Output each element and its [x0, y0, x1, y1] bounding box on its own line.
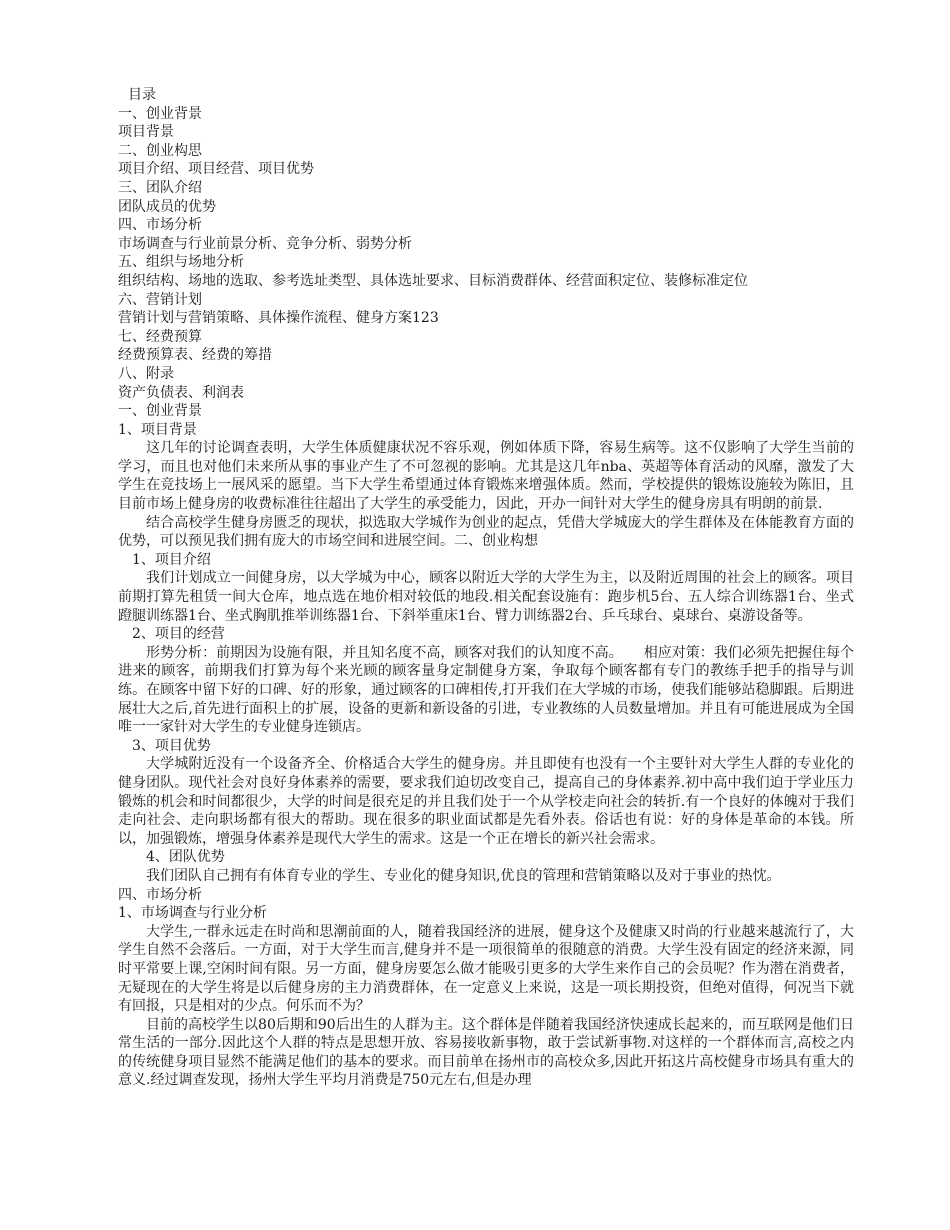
paragraph: 这几年的讨论调查表明，大学生体质健康状况不容乐观，例如体质下降，容易生病等。这不仅影响了大学生当前的学习，而且也对他们未来所从事的事业产生了不可忽视的影响。尤其是这几年nba、英超等体育活动的风靡，激发了大学生在竞技场上一展风采的愿望。当下大学生希望通过体育锻炼来增强体质。然而，学校提供的锻炼设施较为陈旧，且目前市场上健身房的收费标准往往超出了大学生的承受能力，因此，开办一间针对大学生的健身房具有明朗的前景.	[118, 440, 854, 513]
toc-item: 组织结构、场地的选取、参考选址类型、具体选址要求、目标消费群体、经营面积定位、装修标准定位	[118, 272, 748, 289]
paragraph: 结合高校学生健身房匮乏的现状，拟选取大学城作为创业的起点，凭借大学城庞大的学生群体及在体能教育方面的优势，可以预见我们拥有庞大的市场空间和进展空间。二、创业构想	[118, 514, 854, 550]
paragraph: 我们团队自己拥有有体育专业的学生、专业化的健身知识,优良的管理和营销策略以及对于事业的热忱。	[146, 867, 781, 884]
toc-item: 项目介绍、项目经营、项目优势	[118, 161, 314, 178]
toc-item: 五、组织与场地分析	[118, 254, 244, 271]
section-heading: 一、创业背景	[118, 403, 202, 420]
toc-item: 七、经费预算	[118, 328, 202, 345]
paragraph: 大学生,一群永远走在时尚和思潮前面的人，随着我国经济的进展，健身这个及健康又时尚的行业越来越流行了，大学生自然不会落后。一方面，对于大学生而言,健身并不是一项很简单的很随意的消费。大学生没有固定的经济来源，同时平常要上课,空闲时间有限。另一方面，健身房要怎么做才能吸引更多的大学生来作自己的会员呢？作为潜在消费者，无疑现在的大学生将是以后健身房的主力消费群体，在一定意义上来说，这是一项长期投资，但绝对值得，何况当下就有回报，只是相对的少点。何乐而不为？	[118, 923, 854, 1015]
toc-item: 三、团队介绍	[118, 179, 202, 196]
toc-item: 项目背景	[118, 124, 174, 141]
paragraph: 形势分析：前期因为设施有限，并且知名度不高，顾客对我们的认知度不高。 相应对策：我们必须先把握住每个进来的顾客，前期我们打算为每个来光顾的顾客量身定制健身方案，争取每个顾客都有专门的教练手把手的指导与训练。在顾客中留下好的口碑、好的形象，通过顾客的口碑相传,打开我们在大学城的市场，使我们能够站稳脚跟。后期进展壮大之后,首先进行面积上的扩展，设备的更新和新设备的引进，专业教练的人员数量增加。并且有可能进展成为全国唯一一家针对大学生的专业健身连锁店。	[118, 644, 854, 736]
subsection-heading: 1、项目介绍	[132, 551, 211, 568]
paragraph: 大学城附近没有一个设备齐全、价格适合大学生的健身房。并且即使有也没有一个主要针对大学生人群的专业化的健身团队。现代社会对良好身体素养的需要，要求我们迫切改变自己，提高自己的身体素养.初中高中我们迫于学业压力锻炼的机会和时间都很少，大学的时间是很充足的并且我们处于一个从学校走向社会的转折.有一个良好的体魄对于我们走向社会、走向职场都有很大的帮助。现在很多的职业面试都是先看外表。俗话也有说：好的身体是革命的本钱。所以，加强锻炼，增强身体素养是现代大学生的需求。这是一个正在增长的新兴社会需求。	[118, 756, 854, 847]
toc-item: 团队成员的优势	[118, 198, 216, 215]
document-page	[118, 86, 854, 1090]
toc-item: 二、创业构思	[118, 142, 202, 159]
toc-item: 六、营销计划	[118, 291, 202, 308]
toc-item: 八、附录	[118, 365, 174, 382]
subsection-heading: 2、项目的经营	[132, 626, 225, 643]
toc-item: 经费预算表、经费的筹措	[118, 347, 272, 364]
toc-item: 四、市场分析	[118, 217, 202, 234]
toc-title: 目录	[128, 87, 156, 103]
toc-item: 资产负债表、利润表	[118, 384, 244, 401]
subsection-heading: 3、项目优势	[132, 737, 211, 754]
toc-item: 市场调查与行业前景分析、竞争分析、弱势分析	[118, 235, 412, 252]
subsection-heading: 1、市场调查与行业分析	[118, 905, 267, 922]
subsection-heading: 1、项目背景	[118, 421, 197, 438]
toc-item: 营销计划与营销策略、具体操作流程、健身方案123	[118, 310, 439, 327]
section-heading: 四、市场分析	[118, 886, 202, 903]
subsection-heading: 4、团队优势	[146, 849, 225, 866]
toc-item: 一、创业背景	[118, 105, 202, 122]
paragraph: 我们计划成立一间健身房，以大学城为中心，顾客以附近大学的大学生为主，以及附近周围的社会上的顾客。项目前期打算先租赁一间大仓库，地点选在地价相对较低的地段.相关配套设施有：跑步机5台、五人综合训练器1台、坐式蹬腿训练器1台、坐式胸肌推举训练器1台、下斜举重床1台、臂力训练器2台、乒乓球台、桌球台、桌游设备等。	[118, 570, 854, 624]
paragraph: 目前的高校学生以80后期和90后出生的人群为主。这个群体是伴随着我国经济快速成长起来的，而互联网是他们日常生活的一部分.因此这个人群的特点是思想开放、容易接收新事物，敢于尝试新事物.对这样的一个群体而言,高校之内的传统健身项目显然不能满足他们的基本的要求。而目前单在扬州市的高校众多,因此开拓这片高校健身市场具有重大的意义.经过调查发现，扬州大学生平均月消费是750元左右,但是办理	[118, 1016, 854, 1089]
